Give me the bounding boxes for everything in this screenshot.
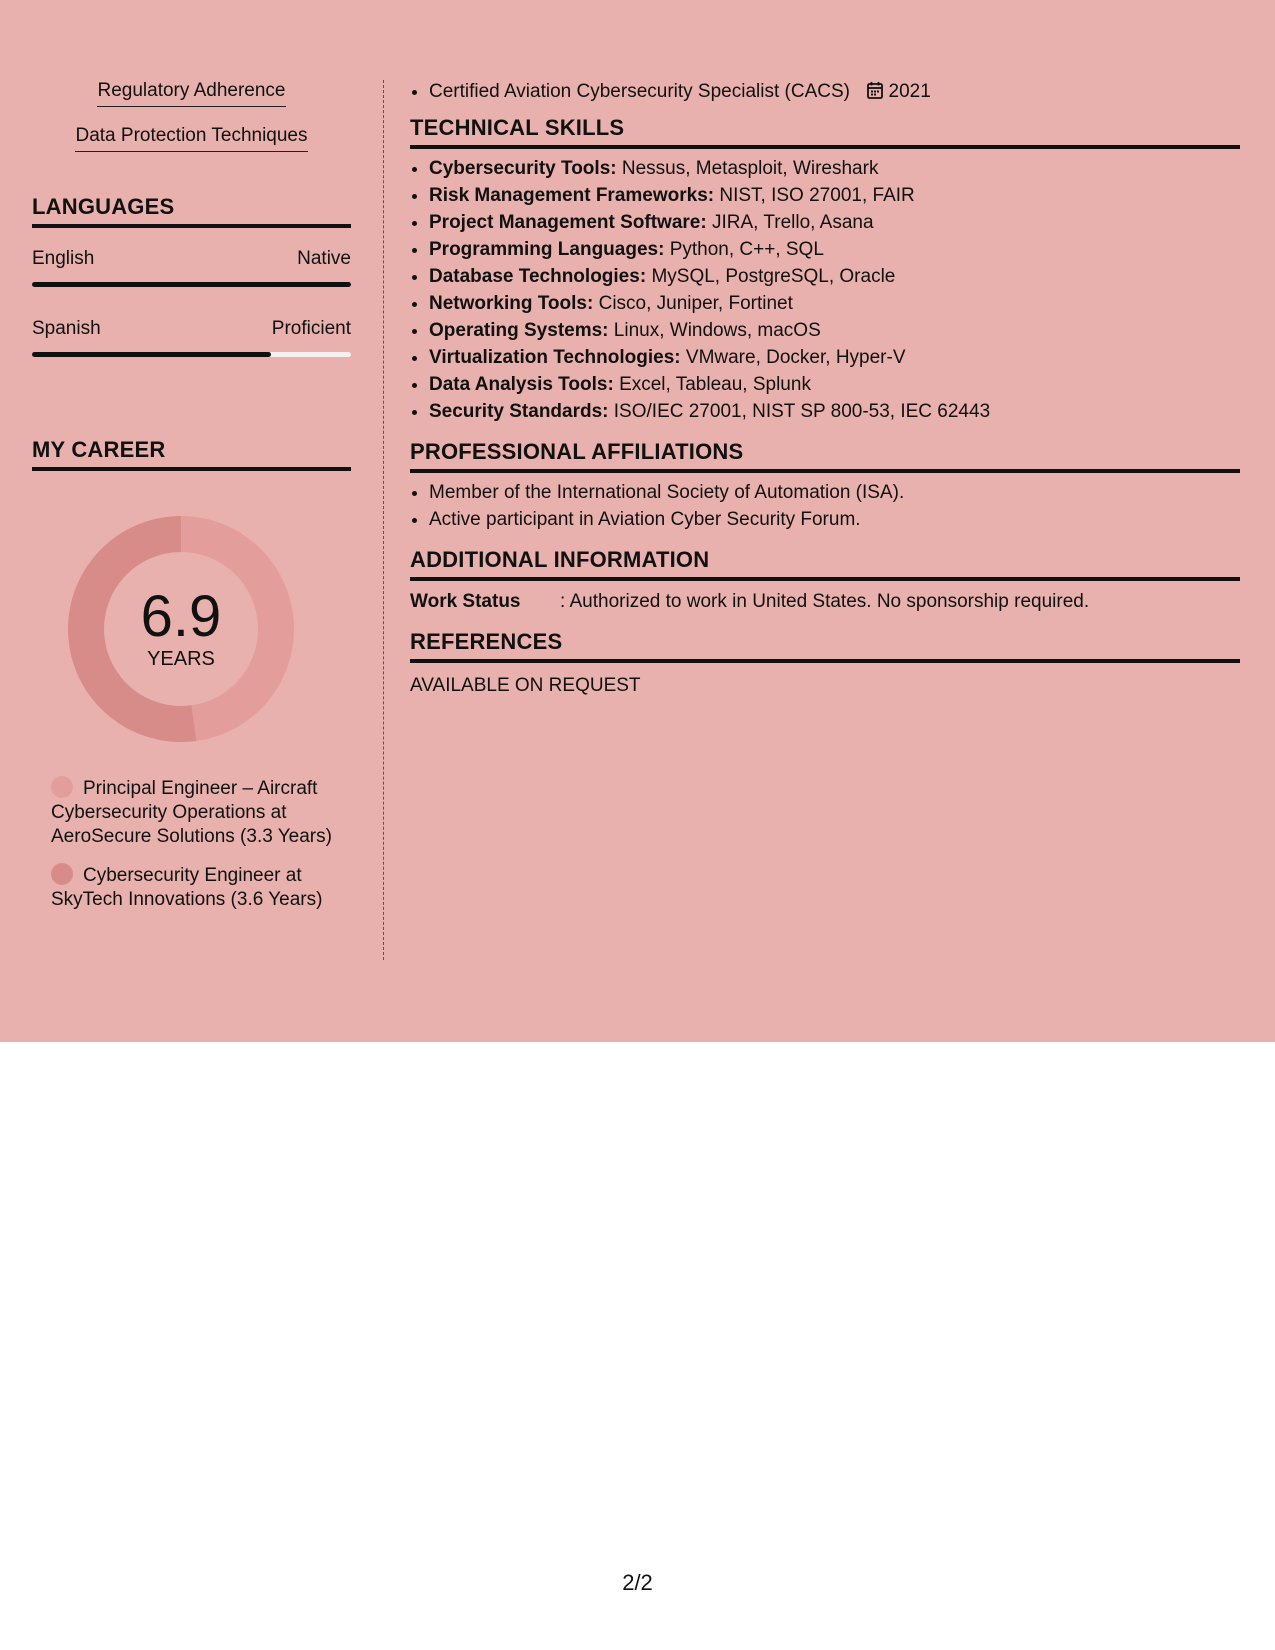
skill-value: VMware, Docker, Hyper-V [685,347,906,368]
technical-skill-item [429,209,1240,236]
skill-tag: Data Protection Techniques [75,125,307,152]
technical-skills-heading: TECHNICAL SKILLS [410,115,1240,149]
legend-dot [51,776,73,798]
skill-value: Cisco, Juniper, Fortinet [598,293,793,314]
skill-label: Operating Systems: [429,320,609,341]
technical-skill-item [429,155,1240,182]
skill-label: Data Analysis Tools: [429,374,614,395]
work-status-value: : Authorized to work in United States. No sponsorship required. [560,591,1090,612]
career-total-years: 6.9 [140,583,222,649]
skill-value: MySQL, PostgreSQL, Oracle [651,266,896,287]
career-role-label: Principal Engineer – Aircraft Cybersecurity Operations at AeroSecure Solutions (3.3 Years) [51,778,332,847]
languages-heading: LANGUAGES [32,194,351,228]
career-total-unit: YEARS [147,647,215,670]
certification-name: Certified Aviation Cybersecurity Specialist (CACS) [429,81,850,102]
legend-dot [51,863,73,885]
technical-skill-item [429,317,1240,344]
certification-item [429,78,1240,107]
skill-value: Linux, Windows, macOS [613,320,821,341]
skill-value: Python, C++, SQL [669,239,824,260]
references-value: AVAILABLE ON REQUEST [410,675,641,696]
language-level: Native [297,248,351,269]
affiliation-item: • Active participant in Aviation Cyber Security Forum. [429,506,1240,533]
affiliations-list [410,479,1240,533]
skill-value: NIST, ISO 27001, FAIR [719,185,915,206]
work-status-row [410,591,1240,613]
language-level: Proficient [271,318,351,339]
skill-label: Networking Tools: [429,293,594,314]
main-content [410,78,1240,697]
skill-label: Virtualization Technologies: [429,347,681,368]
certification-list [410,78,1240,107]
career-heading: MY CAREER [32,437,351,471]
skill-tag: Regulatory Adherence [97,80,285,107]
skill-value: JIRA, Trello, Asana [711,212,874,233]
affiliation-item: • Member of the International Society of Automation (ISA). [429,479,1240,506]
career-legend-item [51,863,341,912]
language-name: Spanish [32,318,101,339]
career-donut-chart [66,514,296,744]
skill-value: Excel, Tableau, Splunk [619,374,811,395]
references-heading: REFERENCES [410,629,1240,663]
technical-skill-item [429,398,1240,425]
career-legend [51,776,341,912]
column-divider [383,80,384,960]
additional-info-heading: ADDITIONAL INFORMATION [410,547,1240,581]
language-proficiency-bar [32,282,351,287]
calendar-icon [867,80,883,107]
skill-value: Nessus, Metasploit, Wireshark [621,158,879,179]
certification-year: 2021 [888,81,931,102]
language-proficiency-fill [32,352,271,357]
skill-label: Project Management Software: [429,212,707,233]
skill-label: Programming Languages: [429,239,665,260]
technical-skill-item [429,344,1240,371]
skill-label: Risk Management Frameworks: [429,185,715,206]
language-name: English [32,248,95,269]
work-status-key: Work Status [410,591,521,612]
sidebar [32,80,351,926]
skill-label: Database Technologies: [429,266,647,287]
page-number: 2/2 [622,1570,653,1595]
skill-label: Cybersecurity Tools: [429,158,617,179]
career-legend-item [51,776,341,849]
skill-value: ISO/IEC 27001, NIST SP 800-53, IEC 62443 [613,401,991,422]
skill-label: Security Standards: [429,401,609,422]
language-item [32,248,351,287]
technical-skill-item [429,263,1240,290]
technical-skill-item [429,182,1240,209]
affiliations-heading: PROFESSIONAL AFFILIATIONS [410,439,1240,473]
technical-skill-item [429,371,1240,398]
technical-skills-list [410,155,1240,425]
language-proficiency-bar [32,352,351,357]
language-proficiency-fill [32,282,351,287]
career-role-label: Cybersecurity Engineer at SkyTech Innovations (3.6 Years) [51,865,323,910]
technical-skill-item [429,236,1240,263]
language-item [32,318,351,357]
technical-skill-item [429,290,1240,317]
